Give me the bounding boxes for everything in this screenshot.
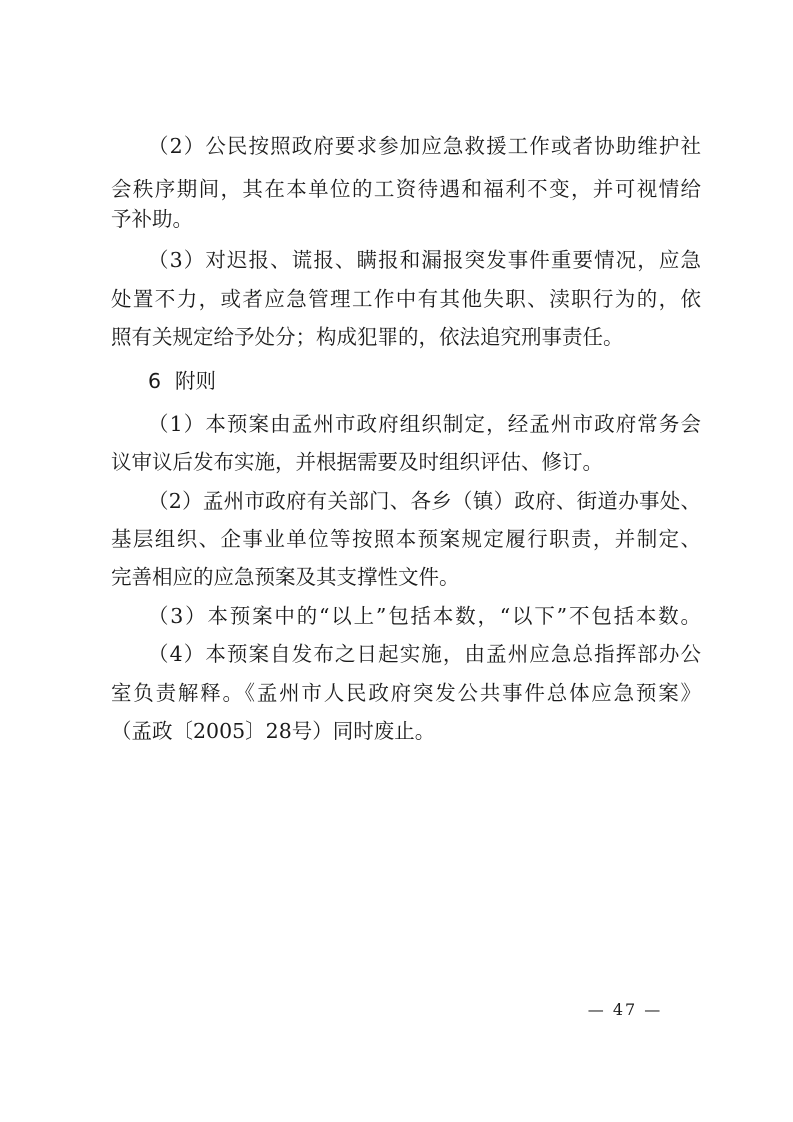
appendix-3-line-1: （3）本预案中的“以上”包括本数，“以下”不包括本数。 <box>148 604 701 628</box>
section-title: 附则 <box>175 369 217 393</box>
section-number: 6 <box>148 369 162 393</box>
appendix-2-line-2: 基层组织、企事业单位等按照本预案规定履行职责，并制定、 <box>111 527 701 551</box>
appendix-2-line-3: 完善相应的应急预案及其支撑性文件。 <box>111 565 460 589</box>
appendix-4-line-3: （孟政〔2005〕28号）同时废止。 <box>111 719 436 743</box>
appendix-1-line-2: 议审议后发布实施，并根据需要及时组织评估、修订。 <box>111 450 603 474</box>
paragraph-3-line-3: 照有关规定给予处分；构成犯罪的，依法追究刑事责任。 <box>111 325 624 349</box>
appendix-1-line-1: （1）本预案由孟州市政府组织制定，经孟州市政府常务会 <box>148 412 701 436</box>
page-number: — 47 — <box>587 1000 663 1019</box>
paragraph-2-line-3: 予补助。 <box>111 207 193 231</box>
paragraph-2-line-1: （2）公民按照政府要求参加应急救援工作或者协助维护社 <box>148 134 701 158</box>
appendix-4-line-2: 室负责解释。《孟州市人民政府突发公共事件总体应急预案》 <box>111 681 701 705</box>
paragraph-3-line-2: 处置不力，或者应急管理工作中有其他失职、渎职行为的，依 <box>111 287 701 311</box>
appendix-2-line-1: （2）孟州市政府有关部门、各乡（镇）政府、街道办事处、 <box>148 489 701 513</box>
appendix-4-line-1: （4）本预案自发布之日起实施，由孟州应急总指挥部办公 <box>148 642 701 666</box>
section-heading <box>148 371 216 392</box>
paragraph-3-line-1: （3）对迟报、谎报、瞒报和漏报突发事件重要情况，应急 <box>148 248 701 272</box>
paragraph-2-line-2: 会秩序期间，其在本单位的工资待遇和福利不变，并可视情给 <box>111 177 701 201</box>
